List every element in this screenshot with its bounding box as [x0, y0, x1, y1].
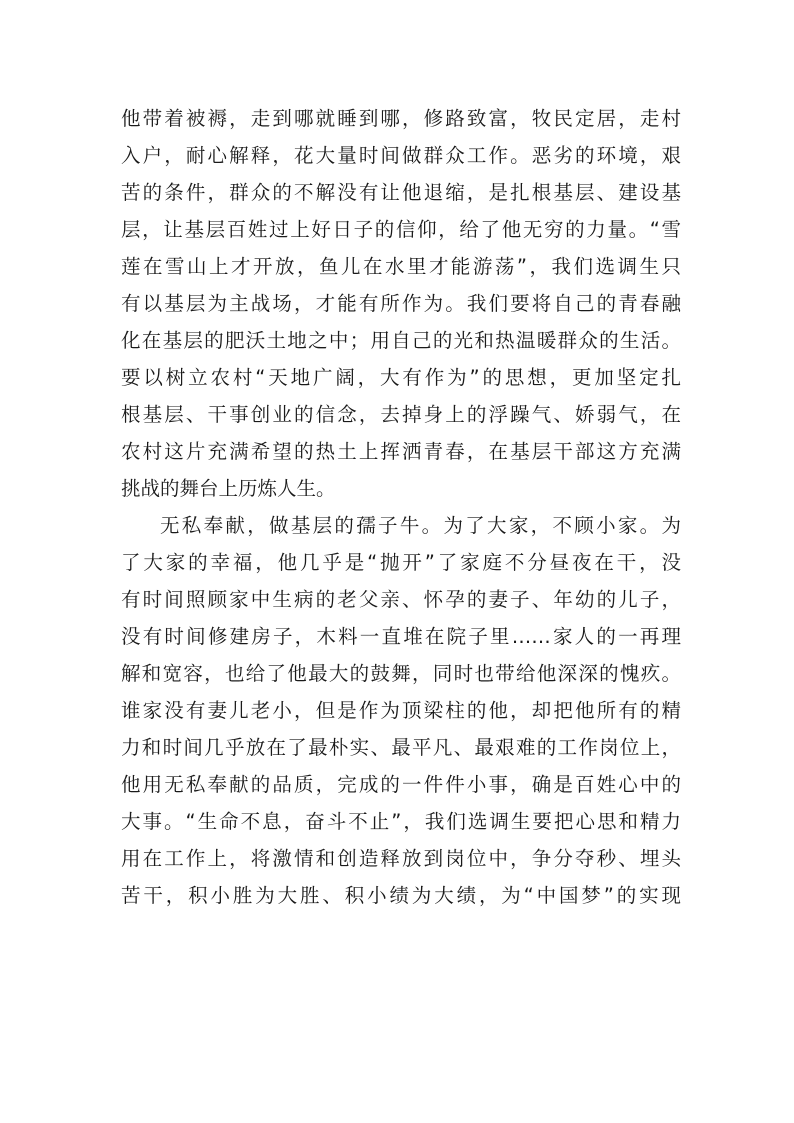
- text-line: 谁家没有妻儿老小，但是作为顶梁柱的他，却把他所有的精: [121, 699, 681, 722]
- text-line: 层，让基层百姓过上好日子的信仰，给了他无穷的力量。“雪: [121, 218, 681, 241]
- text-line: 大事。“生命不息，奋斗不止”，我们选调生要把心思和精力: [121, 810, 681, 833]
- text-line: 化在基层的肥沃土地之中；用自己的光和热温暖群众的生活。: [121, 329, 681, 352]
- text-line: 力和时间几乎放在了最朴实、最平凡、最艰难的工作岗位上，: [121, 736, 681, 759]
- body-text: [121, 100, 681, 914]
- text-line: 有以基层为主战场，才能有所作为。我们要将自己的青春融: [121, 292, 681, 315]
- paragraph-2: [121, 507, 681, 914]
- text-line: 没有时间修建房子，木料一直堆在院子里……家人的一再理: [121, 625, 681, 648]
- text-line: 苦干，积小胜为大胜、积小绩为大绩，为“中国梦”的实现: [121, 884, 681, 907]
- text-line: 他用无私奉献的品质，完成的一件件小事，确是百姓心中的: [121, 773, 681, 796]
- text-line: 用在工作上，将激情和创造释放到岗位中，争分夺秒、埋头: [121, 847, 681, 870]
- text-line: 苦的条件，群众的不解没有让他退缩，是扎根基层、建设基: [121, 181, 681, 204]
- text-line: 农村这片充满希望的热土上挥洒青春，在基层干部这方充满: [121, 440, 681, 463]
- text-line: 入户，耐心解释，花大量时间做群众工作。恶劣的环境，艰: [121, 144, 681, 167]
- paragraph-1: [121, 100, 681, 507]
- text-line: 解和宽容，也给了他最大的鼓舞，同时也带给他深深的愧疚。: [121, 662, 681, 685]
- text-line: 有时间照顾家中生病的老父亲、怀孕的妻子、年幼的儿子，: [121, 588, 681, 611]
- text-line: 无私奉献，做基层的孺子牛。为了大家，不顾小家。为: [160, 514, 681, 537]
- text-line: 要以树立农村“天地广阔，大有作为”的思想，更加坚定扎: [121, 366, 681, 389]
- text-line: 他带着被褥，走到哪就睡到哪，修路致富，牧民定居，走村: [121, 107, 681, 130]
- text-line: 挑战的舞台上历炼人生。: [121, 477, 336, 500]
- text-line: 了大家的幸福，他几乎是“抛开”了家庭不分昼夜在干，没: [121, 551, 681, 574]
- text-line: 根基层、干事创业的信念，去掉身上的浮躁气、娇弱气，在: [121, 403, 681, 426]
- text-line: 莲在雪山上才开放，鱼儿在水里才能游荡”，我们选调生只: [121, 255, 681, 278]
